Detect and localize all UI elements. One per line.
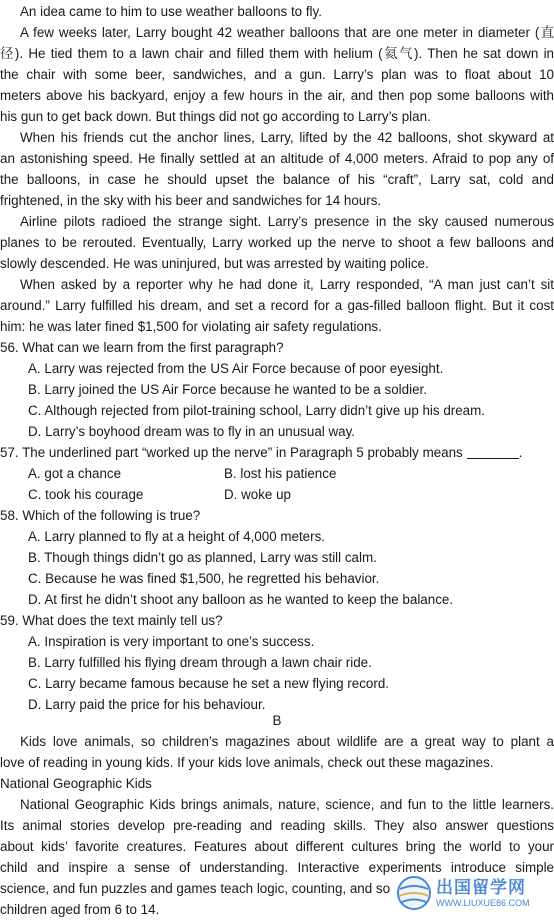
- passage-line: Airline pilots radioed the strange sight. Larry’s presence in the sky caused numerous: [20, 214, 554, 229]
- passage-line: frightened, in the sky with his beer and sandwiches for 14 hours.: [0, 193, 382, 208]
- question-58-stem: 58. Which of the following is true?: [0, 508, 201, 523]
- watermark-url: WWW.LIUXUE86.COM: [436, 897, 530, 908]
- q57-stem-text: 57. The underlined part “worked up the nerve” in Paragraph 5 probably means: [0, 445, 463, 460]
- q57-option-c: C. took his courage: [28, 487, 144, 502]
- q57-option-d: D. woke up: [224, 487, 291, 502]
- passage-line: an astonishing speed. He finally settled at an altitude of 4,000 meters. Afraid to pop any of: [0, 151, 554, 166]
- passage-line: planes to be rerouted. Eventually, Larry worked up the nerve to shoot a few balloons and: [0, 235, 554, 250]
- passage-line: A few weeks later, Larry bought 42 weather balloons that are one meter in diameter (直: [20, 25, 554, 40]
- answer-blank: [467, 444, 519, 459]
- q58-option-c: C. Because he was fined $1,500, he regretted his behavior.: [28, 571, 380, 586]
- section-b-label: B: [272, 713, 282, 728]
- passage-line: his gun to get back down. But things did not go according to Larry’s plan.: [0, 109, 431, 124]
- magazine-para-line: about kids’ favorite creatures. Features about different cultures bring the world to your: [0, 839, 554, 854]
- question-56-stem: 56. What can we learn from the first paragraph?: [0, 340, 284, 355]
- q56-option-b: B. Larry joined the US Air Force because he wanted to be a soldier.: [28, 382, 427, 397]
- passage-line: When asked by a reporter why he had done it, Larry responded, “A man just can’t sit: [20, 277, 554, 292]
- q58-option-a: A. Larry planned to fly at a height of 4,000 meters.: [28, 529, 326, 544]
- q56-option-d: D. Larry’s boyhood dream was to fly in an unusual way.: [28, 424, 355, 439]
- q57-option-a: A. got a chance: [28, 466, 122, 481]
- q59-option-d: D. Larry paid the price for his behaviour.: [28, 697, 266, 712]
- passage-line: the balloons, in case he should upset the balance of his “craft”, Larry sat, cold and: [0, 172, 554, 187]
- magazine-para-line: National Geographic Kids brings animals, nature, science, and fun to the little learners.: [20, 797, 554, 812]
- site-watermark: [396, 873, 554, 913]
- globe-logo-icon: [396, 875, 432, 911]
- question-59-stem: 59. What does the text mainly tell us?: [0, 613, 223, 628]
- q59-option-b: B. Larry fulfilled his flying dream through a lawn chair ride.: [28, 655, 372, 670]
- q57-option-b: B. lost his patience: [224, 466, 337, 481]
- passage-line: meters above his backyard, enjoy a few hours in the air, and then pop some balloons with: [0, 88, 554, 103]
- magazine-para-line: Its animal stories develop pre-reading and reading skills. They also answer questions: [0, 818, 554, 833]
- passage-line: him: he was later fined $1,500 for violating air safety regulations.: [0, 319, 382, 334]
- section-b-intro-line: love of reading in young kids. If your kids love animals, check out these magazines.: [0, 755, 494, 770]
- q56-option-c: C. Although rejected from pilot-training school, Larry didn’t give up his dream.: [28, 403, 486, 418]
- magazine-para-line: science, and fun puzzles and games teach logic, counting, and so: [0, 881, 391, 896]
- q57-stem-end: .: [518, 445, 523, 460]
- magazine-para-line: children aged from 6 to 14.: [0, 902, 160, 917]
- passage-line: 径). He tied them to a lawn chair and filled them with helium (氦气). Then he sat down in: [0, 46, 554, 61]
- section-b-intro-line: Kids love animals, so children’s magazines about wildlife are a great way to plant a: [20, 734, 554, 749]
- magazine-para-line: child and inspire a sense of understanding. Interactive experiments introduce simple: [0, 860, 554, 875]
- q57-options-row-2: [0, 484, 554, 505]
- passage-line: slowly descended. He was uninjured, but was arrested by waiting police.: [0, 256, 429, 271]
- passage-line: the chair with some beer, sandwiches, and a gun. Larry’s plan was to float about 10: [0, 67, 554, 82]
- q59-option-c: C. Larry became famous because he set a new flying record.: [28, 676, 389, 691]
- passage-line: An idea came to him to use weather balloons to fly.: [20, 4, 322, 19]
- passage-line: When his friends cut the anchor lines, Larry, lifted by the 42 balloons, shot skyward at: [20, 130, 554, 145]
- passage-line: around.” Larry fulfilled his dream, and set a record for a gas-filled balloon flight. But it cost: [0, 298, 554, 313]
- q58-option-d: D. At first he didn’t shoot any balloon as he wanted to keep the balance.: [28, 592, 454, 607]
- q59-option-a: A. Inspiration is very important to one’s success.: [28, 634, 315, 649]
- q58-option-b: B. Though things didn’t go as planned, Larry was still calm.: [28, 550, 377, 565]
- magazine-heading: National Geographic Kids: [0, 776, 152, 791]
- q56-option-a: A. Larry was rejected from the US Air Force because of poor eyesight.: [28, 361, 444, 376]
- q57-options-row-1: [0, 463, 554, 484]
- watermark-chinese-text: 出国留学网: [436, 877, 526, 898]
- question-57-stem: [0, 442, 554, 463]
